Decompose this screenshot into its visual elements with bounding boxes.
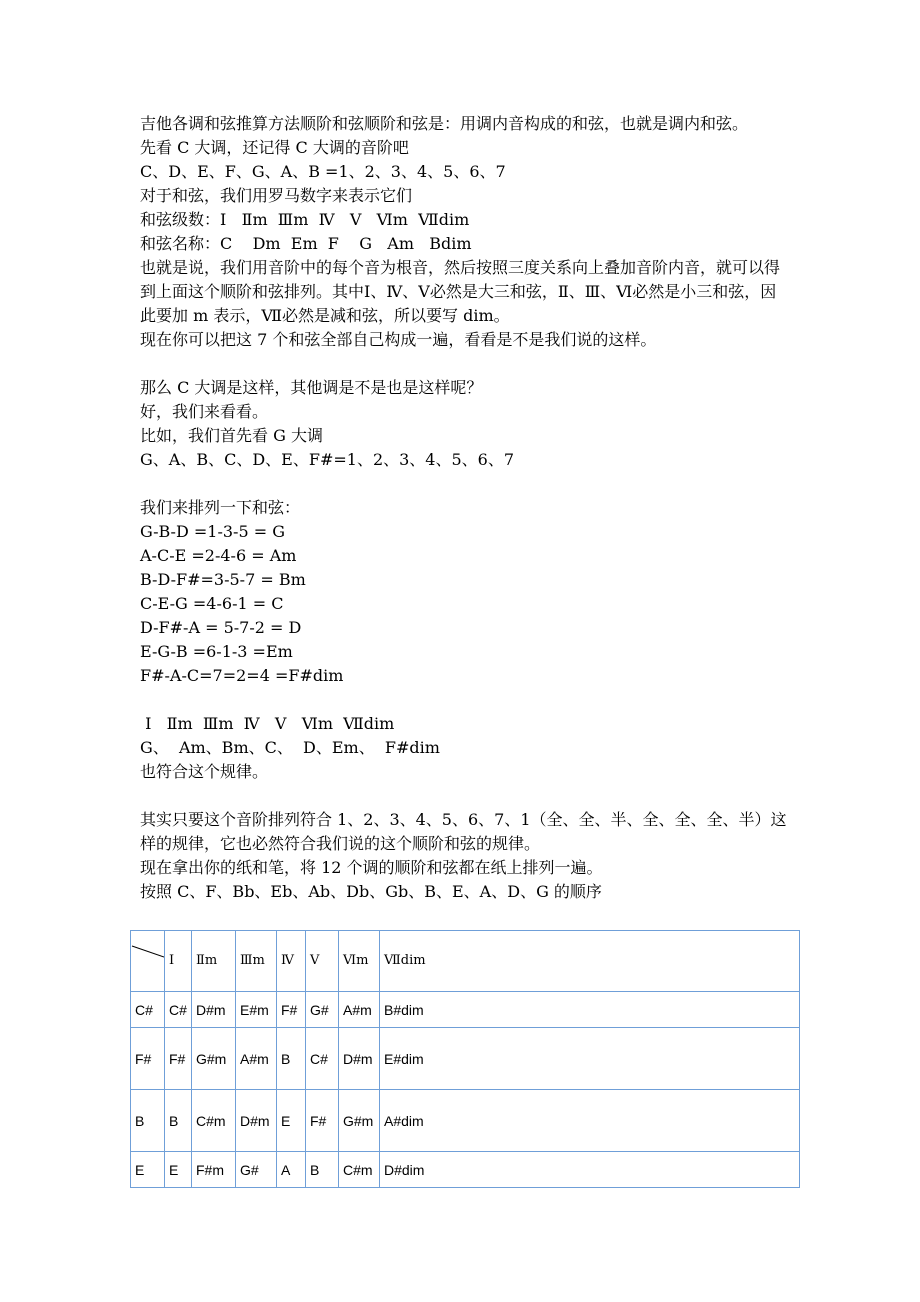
table-cell: B — [306, 1152, 339, 1188]
paragraph: 我们来排列一下和弦： — [140, 498, 301, 517]
table-cell: F#m — [192, 1152, 236, 1188]
chord-formula: E-G-B =6-1-3 =Em — [140, 642, 293, 661]
table-cell: C#m — [339, 1152, 380, 1188]
paragraph: 其实只要这个音阶排列符合 1、2、3、4、5、6、7、1（全、全、半、全、全、全、半）这样的规律，它也必然符合我们说的这个顺阶和弦的规律。 — [140, 810, 787, 853]
paragraph: 也就是说，我们用音阶中的每个音为根音，然后按照三度关系向上叠加音阶内音，就可以得到上面这个顺阶和弦排列。其中Ⅰ、Ⅳ、Ⅴ必然是大三和弦，Ⅱ、Ⅲ、Ⅵ必然是小三和弦，因此要加 m 表示，Ⅶ必然是减和弦，所以要写 dim。 — [140, 258, 781, 325]
table-header-cell: Ⅰ — [165, 931, 192, 992]
table-cell: E — [131, 1152, 165, 1188]
table-header-cell: Ⅶdim — [380, 931, 800, 992]
chord-formula: G-B-D =1-3-5 = G — [140, 522, 285, 541]
table-cell: C#m — [192, 1090, 236, 1152]
body-text — [140, 112, 790, 904]
table-cell: E#m — [236, 992, 277, 1028]
table-cell: D#m — [236, 1090, 277, 1152]
blank-line — [140, 688, 790, 712]
table-row — [131, 1090, 800, 1152]
table-header-cell: Ⅲm — [236, 931, 277, 992]
paragraph: 和弦名称：C Dm Em F G Am Bdim — [140, 234, 472, 253]
paragraph: 现在你可以把这 7 个和弦全部自己构成一遍，看看是不是我们说的这样。 — [140, 330, 657, 349]
paragraph: 好，我们来看看。 — [140, 402, 269, 421]
chord-formula: C-E-G =4-6-1 = C — [140, 594, 284, 613]
paragraph: 比如，我们首先看 G 大调 — [140, 426, 323, 445]
table-cell: B — [165, 1090, 192, 1152]
table-corner-cell — [131, 931, 165, 992]
table-cell: G#m — [339, 1090, 380, 1152]
table-cell: F# — [131, 1028, 165, 1090]
table-header-cell: Ⅳ — [277, 931, 306, 992]
chord-formula: F#-A-C=7=2=4 =F#dim — [140, 666, 344, 685]
table-cell: F# — [277, 992, 306, 1028]
table-cell: G# — [236, 1152, 277, 1188]
table-header-cell: Ⅵm — [339, 931, 380, 992]
chord-table — [130, 930, 800, 1188]
table-cell: E — [165, 1152, 192, 1188]
table-row — [131, 1152, 800, 1188]
table-cell: A#dim — [380, 1090, 800, 1152]
paragraph: 那么 C 大调是这样，其他调是不是也是这样呢？ — [140, 378, 483, 397]
table-cell: A — [277, 1152, 306, 1188]
paragraph: C、D、E、F、G、A、B =1、2、3、4、5、6、7 — [140, 162, 506, 181]
table-cell: F# — [306, 1090, 339, 1152]
table-cell: G#m — [192, 1028, 236, 1090]
chord-name-line: G、 Am、Bm、C、 D、Em、 F#dim — [140, 738, 440, 757]
paragraph: 和弦级数：Ⅰ Ⅱm Ⅲm Ⅳ Ⅴ Ⅵm Ⅶdim — [140, 210, 470, 229]
paragraph: 先看 C 大调，还记得 C 大调的音阶吧 — [140, 138, 409, 157]
paragraph: 对于和弦，我们用罗马数字来表示它们 — [140, 186, 413, 205]
chord-table-container — [130, 930, 799, 1188]
table-cell: D#m — [339, 1028, 380, 1090]
paragraph: 现在拿出你的纸和笔，将 12 个调的顺阶和弦都在纸上排列一遍。 — [140, 858, 603, 877]
blank-line — [140, 352, 790, 376]
table-cell: D#m — [192, 992, 236, 1028]
blank-line — [140, 784, 790, 808]
table-cell: B — [277, 1028, 306, 1090]
table-row — [131, 1028, 800, 1090]
diagonal-line-icon — [131, 931, 165, 991]
table-cell: C# — [165, 992, 192, 1028]
chord-formula: B-D-F#=3-5-7 = Bm — [140, 570, 306, 589]
table-cell: D#dim — [380, 1152, 800, 1188]
paragraph: 按照 C、F、Bb、Eb、Ab、Db、Gb、B、E、A、D、G 的顺序 — [140, 882, 602, 901]
table-cell: A#m — [339, 992, 380, 1028]
table-cell: B — [131, 1090, 165, 1152]
paragraph-title: 吉他各调和弦推算方法顺阶和弦顺阶和弦是：用调内音构成的和弦，也就是调内和弦。 — [140, 114, 749, 133]
table-row — [131, 992, 800, 1028]
chord-formula: A-C-E =2-4-6 = Am — [140, 546, 297, 565]
degree-line: Ⅰ Ⅱm Ⅲm Ⅳ Ⅴ Ⅵm Ⅶdim — [140, 714, 395, 733]
table-cell: E#dim — [380, 1028, 800, 1090]
blank-line — [140, 472, 790, 496]
paragraph: 也符合这个规律。 — [140, 762, 269, 781]
table-cell: C# — [131, 992, 165, 1028]
table-cell: A#m — [236, 1028, 277, 1090]
table-cell: B#dim — [380, 992, 800, 1028]
table-header-cell: Ⅴ — [306, 931, 339, 992]
table-cell: G# — [306, 992, 339, 1028]
table-header-cell: Ⅱm — [192, 931, 236, 992]
table-cell: C# — [306, 1028, 339, 1090]
chord-formula: D-F#-A = 5-7-2 = D — [140, 618, 302, 637]
table-cell: F# — [165, 1028, 192, 1090]
table-cell: E — [277, 1090, 306, 1152]
table-header-row — [131, 931, 800, 992]
paragraph: G、A、B、C、D、E、F#=1、2、3、4、5、6、7 — [140, 450, 515, 469]
